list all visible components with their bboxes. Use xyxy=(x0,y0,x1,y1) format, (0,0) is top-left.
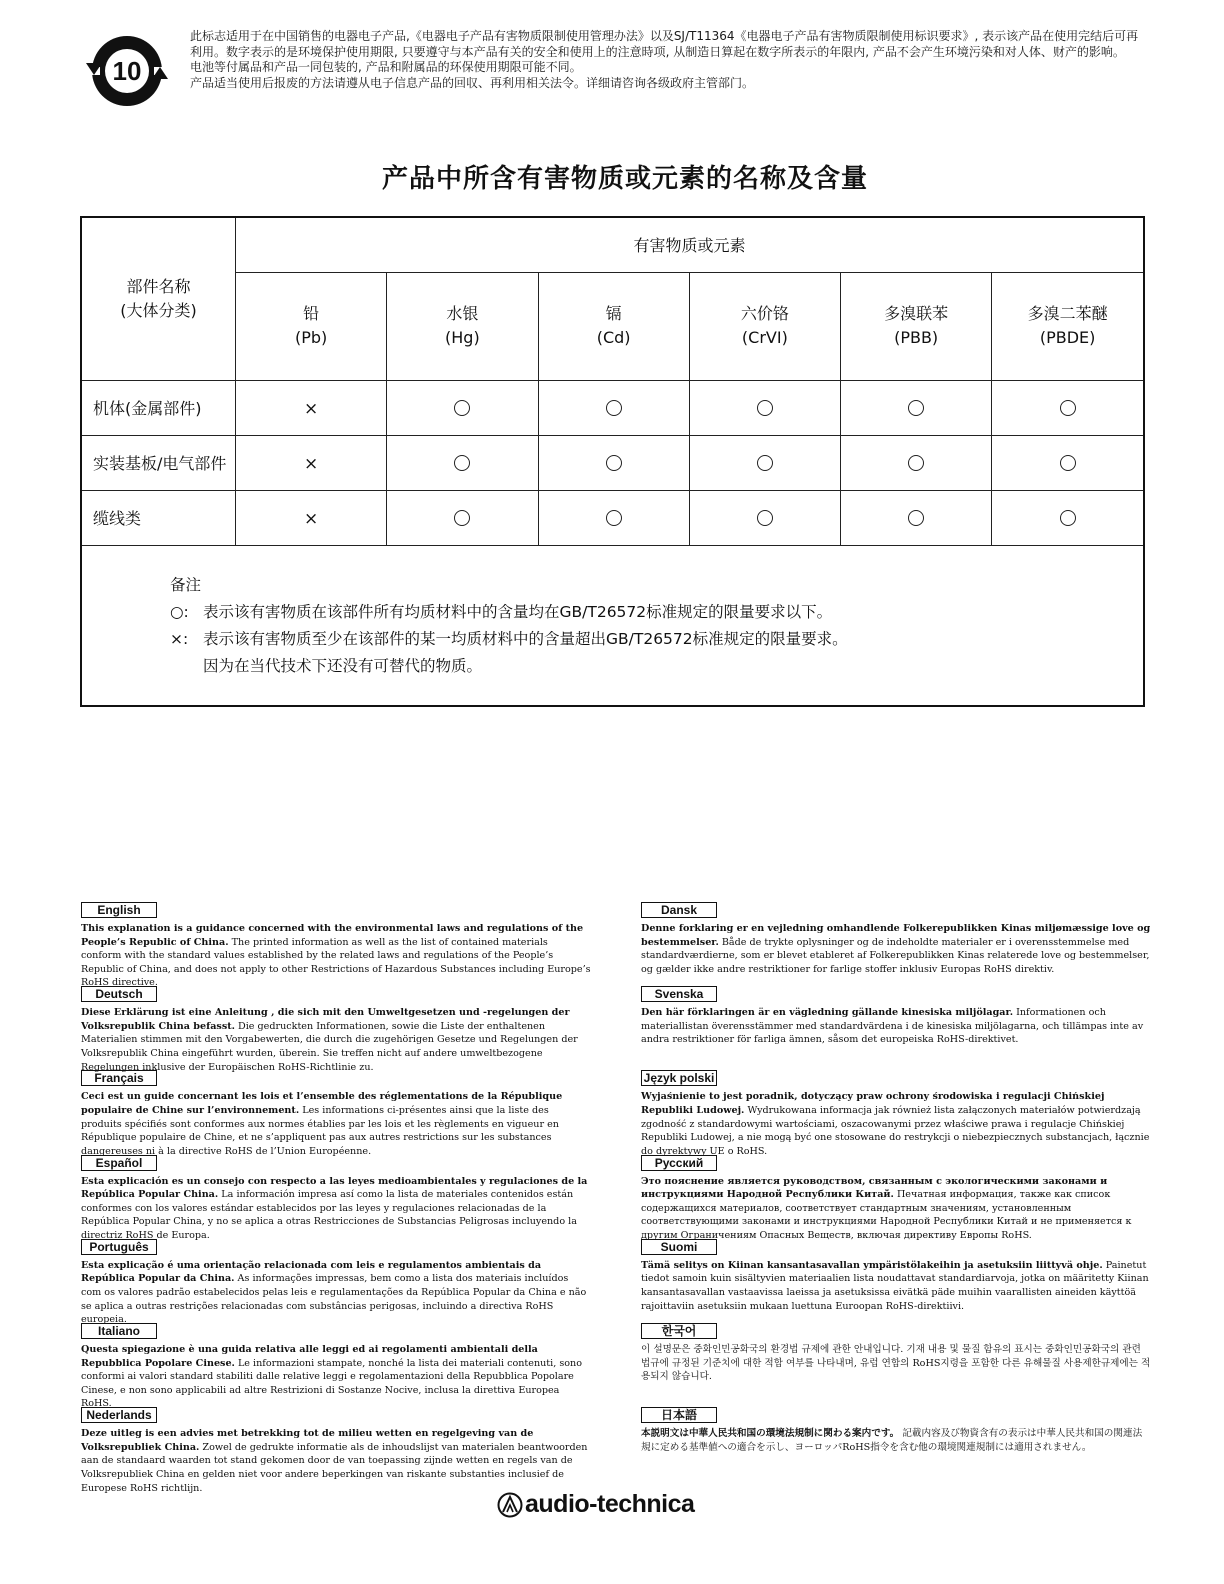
cross-note-text: 表示该有害物质至少在该部件的某一均质材料中的含量超出GB/T26572标准规定的限量要求。 xyxy=(203,630,848,648)
language-text-body: Både de trykte oplysninger og de indeholdte materialer er i overensstemmelse med standardværdierne, som er blevet etableret af Folkerepublikken Kinas relaterede love og bestemmelser, og gælder ikke andre restriktioner for farlige stoffer inklusiv Europas RoHS direktiv. xyxy=(641,936,1150,975)
circle-mark-icon xyxy=(908,455,924,471)
hazardous-substance-table xyxy=(82,218,1143,546)
notice-text xyxy=(190,29,1150,91)
substance-mark-cell xyxy=(992,490,1143,545)
circle-mark-icon xyxy=(454,455,470,471)
hazardous-substance-table-box xyxy=(80,216,1145,707)
language-block xyxy=(641,1155,1151,1239)
circle-mark-icon xyxy=(757,400,773,416)
audio-technica-logo-icon xyxy=(497,1492,523,1518)
language-text xyxy=(641,922,1151,976)
page-title: 产品中所含有害物质或元素的名称及含量 xyxy=(381,164,868,194)
substance-mark-cell xyxy=(689,380,840,435)
language-column-right xyxy=(641,902,1151,1491)
substance-mark-cell xyxy=(538,435,689,490)
language-label: Nederlands xyxy=(81,1407,157,1423)
language-block xyxy=(641,1239,1151,1323)
language-column-left xyxy=(81,902,591,1494)
language-block xyxy=(81,1239,591,1326)
substance-header: 多溴联苯 (PBB) xyxy=(841,272,992,380)
language-text xyxy=(81,1090,591,1158)
substance-mark-cell xyxy=(841,435,992,490)
language-text-lead: Diese Erklärung ist eine Anleitung , die sich mit den Umweltgesetzen und -regelungen der Volksrepublik China befasst. xyxy=(81,1007,570,1032)
language-block xyxy=(81,1070,591,1157)
language-text-body: La información impresa así como la lista de materiales contenidos están conformes con los valores estándar establecidos por las leyes y regulaciones relacionadas de la República Popular China, y no se aplica a otras Restricciones de Substancias Peligrosas incluyendo la directriz RoHS de Europa. xyxy=(81,1189,577,1241)
language-label: Русский xyxy=(641,1155,717,1171)
circle-note-text: 表示该有害物质在该部件所有均质材料中的含量均在GB/T26572标准规定的限量要求以下。 xyxy=(203,603,833,621)
language-block xyxy=(81,1323,591,1410)
circle-note-symbol: ○: xyxy=(170,603,189,621)
substance-mark-cell xyxy=(689,490,840,545)
brand-name: audio-technica xyxy=(525,1490,695,1518)
language-label: Español xyxy=(81,1155,157,1171)
cross-mark: × xyxy=(304,508,319,529)
circle-mark-icon xyxy=(757,510,773,526)
part-name-cell: 缆线类 xyxy=(82,490,236,545)
language-text-body: Zowel de gedrukte informatie als de inhoudslijst van materialen beantwoorden aan de standaard waarden tot stand gekomen door de van toepassing zijnde wetten en regels van de Volksrepubliek China en gelden niet voor andere beperkingen van riskante substanties inclusief de Europese RoHS richtlijn. xyxy=(81,1441,588,1494)
language-text-lead: This explanation is a guidance concerned with the environmental laws and regulations of the People’s Republic of China. xyxy=(81,923,584,948)
language-text xyxy=(81,1259,591,1327)
table-row xyxy=(82,435,1143,490)
circle-mark-icon xyxy=(908,400,924,416)
cross-note-text-continued: 因为在当代技术下还没有可替代的物质。 xyxy=(203,657,483,675)
language-text-lead: Esta explicación es un consejo con respecto a las leyes medioambientales y regulaciones de la República Popular China. xyxy=(81,1175,588,1201)
language-text-lead: 本説明文は中華人民共和国の環境法規制に関わる案内です。 xyxy=(641,1428,900,1440)
circle-mark-icon xyxy=(606,455,622,471)
language-text-body: Die gedruckten Informationen, sowie die Liste der enthaltenen Materialien stimmen mit den Vorgabewerten, die durch die zugehörigen Gesetze und Regelungen der Volksrepublik China eingeführt wurden, überein. Sie treffen nicht auf andere umweltbezogene Regelungen inklusive der Europäischen RoHS-Richtlinie zu. xyxy=(81,1020,578,1073)
notice-paragraph: 产品适当使用后报废的方法请遵从电子信息产品的回収、再利用相关法令。详细请咨询各级政府主管部门。 xyxy=(190,75,755,90)
circle-mark-icon xyxy=(454,510,470,526)
environmental-protection-use-period-logo xyxy=(86,30,168,112)
substance-mark-cell xyxy=(689,435,840,490)
language-block xyxy=(81,1407,591,1494)
substance-header: 铅 (Pb) xyxy=(236,272,387,380)
notice-paragraph: 电池等付属品和产品一同包装的, 产品和附属品的环保使用期限可能不同。 xyxy=(190,60,582,74)
language-text-lead: Deze uitleg is een advies met betrekking tot de milieu wetten en regelgeving van de Volksrepubliek China. xyxy=(81,1428,534,1453)
table-row xyxy=(82,380,1143,435)
language-block xyxy=(641,986,1151,1070)
substance-mark-cell xyxy=(387,380,538,435)
notes-label: 备注 xyxy=(170,576,202,594)
language-text xyxy=(81,1427,591,1495)
language-text xyxy=(81,922,591,990)
language-text-body: Painetut tiedot samoin kuin sisältyvien materiaalien lista noudattavat standardiarvoja, jotka on määritetty Kiinan kansantasavallan vastaavissa laeissa ja asetuksissa eivätkä päde muihin vaarallisten aineiden käyttöä rajoittaviin asetuksiin mukaan luettuna Euroopan RoHS-direktiivi. xyxy=(641,1259,1149,1312)
language-block xyxy=(81,902,591,989)
substance-header: 水银 (Hg) xyxy=(387,272,538,380)
language-text-lead: Wyjaśnienie to jest poradnik, dotyczący praw ochrony środowiska i regulacji Chińskiej Republiki Ludowej. xyxy=(641,1091,1105,1116)
circle-mark-icon xyxy=(1060,455,1076,471)
circle-mark-icon xyxy=(1060,510,1076,526)
language-text-body: 이 설명문은 중화인민공화국의 환경법 규제에 관한 안내입니다. 기재 내용 및 물질 함유의 표시는 중화인민공화국의 관련 법규에 규정된 기준치에 대한 적합 여부를 나타내며, 유럽 연합의 RoHS지령을 포함한 다른 유해물질 사용제한규제에는 적용되지 않습니다. xyxy=(641,1343,1151,1383)
language-block xyxy=(641,902,1151,986)
substance-mark-cell xyxy=(841,380,992,435)
language-label: Português xyxy=(81,1239,157,1255)
language-block xyxy=(641,1323,1151,1407)
substance-mark-cell xyxy=(538,490,689,545)
language-text-body: Wydrukowana informacja jak również lista załączonych materiałów potwierdzają zgodność z standardowymi wartościami, oszacowanymi przez właściwe prawa i regulacje Chińskiej Republiki Ludowej, a nie mogą być one stosowane do restrykcji o niebezpiecznych substancjach, łącznie do dyrektywy UE o RoHS. xyxy=(641,1104,1150,1157)
language-label: Suomi xyxy=(641,1239,717,1255)
circle-mark-icon xyxy=(1060,400,1076,416)
language-label: Français xyxy=(81,1070,157,1086)
substance-mark-cell xyxy=(387,435,538,490)
language-block xyxy=(641,1407,1151,1491)
language-label: English xyxy=(81,902,157,918)
language-text xyxy=(641,1427,1151,1454)
language-text-body: 記載内容及び物資含有の表示は中華人民共和国の関連法規に定める基準値への適合を示し、ヨーロッパRoHS指令を含む他の環境関連規制には適用されません。 xyxy=(641,1428,1143,1453)
language-block xyxy=(641,1070,1151,1157)
brand-logo xyxy=(497,1490,694,1519)
substance-mark-cell xyxy=(538,380,689,435)
part-name-header: 部件名称 (大体分类) xyxy=(82,218,236,380)
substance-group-header: 有害物质或元素 xyxy=(236,218,1144,272)
language-text-body: Les informations ci-présentes ainsi que la liste des produits spécifiés sont conformes aux normes établies par les lois et les règlements en vigueur en République populaire de Chine, et ne s’appliquent pas aux autres restrictions sur les substances dangereuses ni à la directive RoHS de l’Union Européenne. xyxy=(81,1104,559,1157)
substance-mark-cell xyxy=(236,435,387,490)
cross-mark: × xyxy=(304,453,319,474)
language-label: 日本語 xyxy=(641,1407,717,1423)
substance-mark-cell xyxy=(992,380,1143,435)
logo-number: 10 xyxy=(112,56,142,86)
substance-mark-cell xyxy=(992,435,1143,490)
part-name-cell: 实装基板/电气部件 xyxy=(82,435,236,490)
notice-paragraph: 此标志适用于在中国销售的电器电子产品,《电器电子产品有害物质限制使用管理办法》以及SJ/T11364《电器电子产品有害物质限制使用标识要求》, 表示该产品在使用完结后可再利用。数字表示的是环境保护使用期限, 只要遵守与本产品有关的安全和使用上的注意時项, 从制造日算起在数字所表示的年限内, 产品不会产生环境污染和对人体、财产的影响。 xyxy=(190,29,1139,59)
language-text-lead: Tämä selitys on Kiinan kansantasavallan ympäristölakeihin ja asetuksiin liittyvä ohje. xyxy=(641,1259,1103,1271)
substance-header: 六价铬 (CrVI) xyxy=(689,272,840,380)
language-text-body: Печатная информация, также как список содержащихся материалов, соответствует стандартным значениям, установленным соответствующими законами и инструкциями Народной Республики Китай и не применяется к другим Ограничениям Опасных Веществ, включая директиву Европы RoHS. xyxy=(641,1189,1132,1241)
language-label: Język polski xyxy=(641,1070,717,1086)
language-block xyxy=(81,1155,591,1239)
language-text-body: As informações impressas, bem como a lista dos materiais incluídos com os valores padrão estabelecidos pelas leis e regulamentações da República Popular da China e não se aplica a outras restrições relacionadas com substâncias perigosas, incluindo a directiva RoHS europeia. xyxy=(81,1273,587,1326)
substance-mark-cell xyxy=(841,490,992,545)
language-text-lead: Den här förklaringen är en vägledning gällande kinesiska miljölagar. xyxy=(641,1007,1014,1019)
circle-mark-icon xyxy=(757,455,773,471)
language-text xyxy=(641,1343,1151,1384)
cross-mark: × xyxy=(304,398,319,419)
language-text-body: Le informazioni stampate, nonché la lista dei materiali contenuti, sono conformi ai valori standard stabiliti dalle relative leggi e regolamentazioni della Repubblica Popolare Cinese, e non sono applicabili ad altre Restrizioni di Sostanze Nocive, inclusa la direttiva Europea RoHS. xyxy=(81,1357,582,1410)
language-text-lead: Ceci est un guide concernant les lois et l’ensemble des réglementations de la République populaire de Chine sur l’environnement. xyxy=(81,1091,563,1116)
language-text xyxy=(641,1175,1151,1243)
substance-header: 多溴二苯醚 (PBDE) xyxy=(992,272,1143,380)
language-text-lead: Это пояснение является руководством, связанным с экологическими законами и инструкциями Народной Республики Китай. xyxy=(641,1175,1108,1201)
table-row xyxy=(82,490,1143,545)
language-text xyxy=(81,1175,591,1243)
language-text xyxy=(641,1090,1151,1158)
language-text-lead: Questa spiegazione è una guida relativa alle leggi ed ai regolamenti ambientali della Repubblica Popolare Cinese. xyxy=(81,1343,538,1369)
part-name-cell: 机体(金属部件) xyxy=(82,380,236,435)
language-text xyxy=(641,1259,1151,1313)
language-text-body: The printed information as well as the list of contained materials conform with the standard values established by the related laws and regulations of the People’s Republic of China, and does not apply to other Restrictions of Hazardous Substances including Europe’s RoHS directive. xyxy=(81,936,591,989)
substance-mark-cell xyxy=(236,490,387,545)
cross-note-symbol: ×: xyxy=(170,630,189,648)
language-text xyxy=(641,1006,1151,1047)
language-block xyxy=(81,986,591,1073)
language-label: Deutsch xyxy=(81,986,157,1002)
table-notes xyxy=(170,572,848,680)
circle-mark-icon xyxy=(606,510,622,526)
substance-mark-cell xyxy=(387,490,538,545)
substance-mark-cell xyxy=(236,380,387,435)
language-label: 한국어 xyxy=(641,1323,717,1339)
language-label: Italiano xyxy=(81,1323,157,1339)
circle-mark-icon xyxy=(454,400,470,416)
substance-header: 镉 (Cd) xyxy=(538,272,689,380)
language-text-lead: Esta explicação é uma orientação relacionada com leis e regulamentos ambientais da República Popular da China. xyxy=(81,1259,542,1285)
language-label: Dansk xyxy=(641,902,717,918)
circle-mark-icon xyxy=(606,400,622,416)
language-text xyxy=(81,1343,591,1411)
language-text xyxy=(81,1006,591,1074)
circle-mark-icon xyxy=(908,510,924,526)
language-text-lead: Denne forklaring er en vejledning omhandlende Folkerepublikken Kinas miljømæssige love og bestemmelser. xyxy=(641,923,1151,948)
language-label: Svenska xyxy=(641,986,717,1002)
language-text-body: Informationen och materiallistan överensstämmer med standardvärdena i de kinesiska miljölagarna, och tillämpas inte av andra restriktioner för farliga ämnen, såsom det europeiska RoHS-direktivet. xyxy=(641,1007,1144,1046)
